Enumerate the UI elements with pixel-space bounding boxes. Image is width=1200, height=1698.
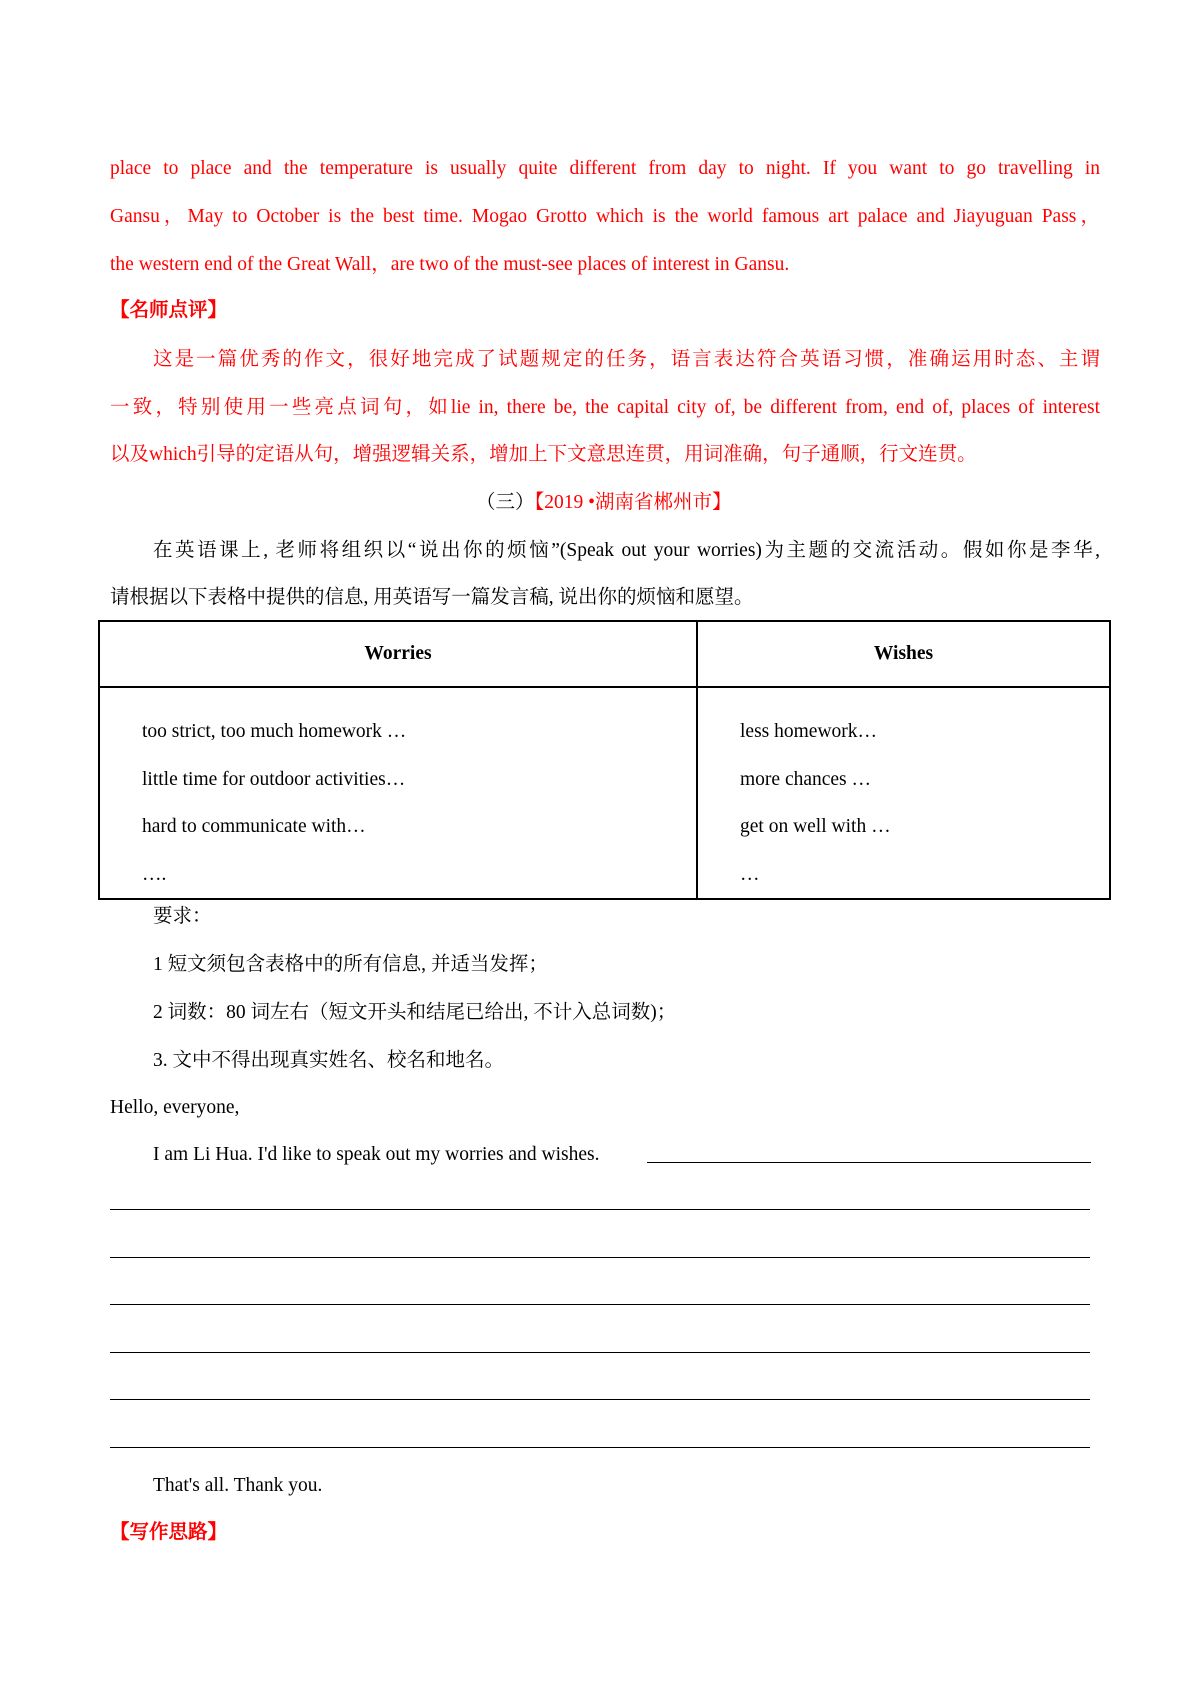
- answer-blank-line[interactable]: [110, 1209, 1090, 1210]
- teacher-comment-line-3: 以及which引导的定语从句，增强逻辑关系，增加上下文意思连贯，用词准确，句子通顺，行文连贯。: [110, 444, 977, 465]
- table-body-row: [99, 687, 1110, 899]
- greeting-line: Hello, everyone,: [110, 1097, 240, 1118]
- answer-blank-line[interactable]: [647, 1162, 1091, 1163]
- wish-item: more chances …: [740, 768, 872, 790]
- prompt-line-1: 在英语课上, 老师将组织以“说出你的烦恼”(Speak out your worries)为主题的交流活动。假如你是李华,: [153, 540, 1100, 561]
- section-title: [476, 489, 731, 517]
- teacher-comment-line-1: 这是一篇优秀的作文，很好地完成了试题规定的任务，语言表达符合英语习惯，准确运用时态、主谓: [153, 349, 1100, 370]
- answer-blank-line[interactable]: [110, 1304, 1090, 1305]
- wish-item: get on well with …: [740, 816, 891, 837]
- wishes-header: Wishes: [697, 621, 1110, 687]
- section-number: （三）: [476, 492, 535, 513]
- wish-item: less homework…: [740, 721, 878, 742]
- wishes-cell: [697, 687, 1110, 899]
- requirement-item: 2 词数：80 词左右（短文开头和结尾已给出, 不计入总词数)；: [153, 1002, 677, 1023]
- answer-blank-line[interactable]: [110, 1257, 1090, 1258]
- wish-item: …: [740, 863, 760, 885]
- model-answer-line-3: the western end of the Great Wall，are two of the must-see places of interest in Gansu.: [110, 254, 790, 275]
- model-answer-line-1: place to place and the temperature is usually quite different from day to night. If you want to go travelling in: [110, 158, 1100, 179]
- worry-item: too strict, too much homework …: [142, 721, 407, 742]
- worry-item: little time for outdoor activities…: [142, 768, 406, 790]
- requirement-item: 3. 文中不得出现真实姓名、校名和地名。: [153, 1050, 505, 1071]
- answer-blank-line[interactable]: [110, 1447, 1090, 1448]
- closing-line: That's all. Thank you.: [153, 1475, 323, 1496]
- model-answer-line-2: Gansu，May to October is the best time. Mogao Grotto which is the world famous art palace and Jiayuguan Pass，: [110, 206, 1100, 227]
- section-source: 【2019 •湖南省郴州市】: [534, 492, 732, 513]
- worry-item: ….: [142, 863, 167, 885]
- worry-item: hard to communicate with…: [142, 816, 366, 837]
- writing-idea-heading: 【写作思路】: [110, 1522, 228, 1543]
- worries-wishes-table: [98, 620, 1111, 900]
- worries-cell: [99, 687, 697, 899]
- opening-line: I am Li Hua. I'd like to speak out my worries and wishes.: [153, 1144, 600, 1165]
- answer-blank-line[interactable]: [110, 1399, 1090, 1400]
- answer-blank-line[interactable]: [110, 1352, 1090, 1353]
- prompt-line-2: 请根据以下表格中提供的信息, 用英语写一篇发言稿, 说出你的烦恼和愿望。: [110, 587, 754, 608]
- requirements-heading: 要求：: [153, 906, 212, 927]
- table-header-row: [99, 621, 1110, 687]
- worries-header: Worries: [99, 621, 697, 687]
- requirement-item: 1 短文须包含表格中的所有信息, 并适当发挥；: [153, 954, 548, 975]
- teacher-comment-line-2: 一致，特别使用一些亮点词句，如lie in, there be, the capital city of, be different from, end of, places of interest: [110, 397, 1100, 418]
- teacher-comment-heading: 【名师点评】: [110, 300, 228, 321]
